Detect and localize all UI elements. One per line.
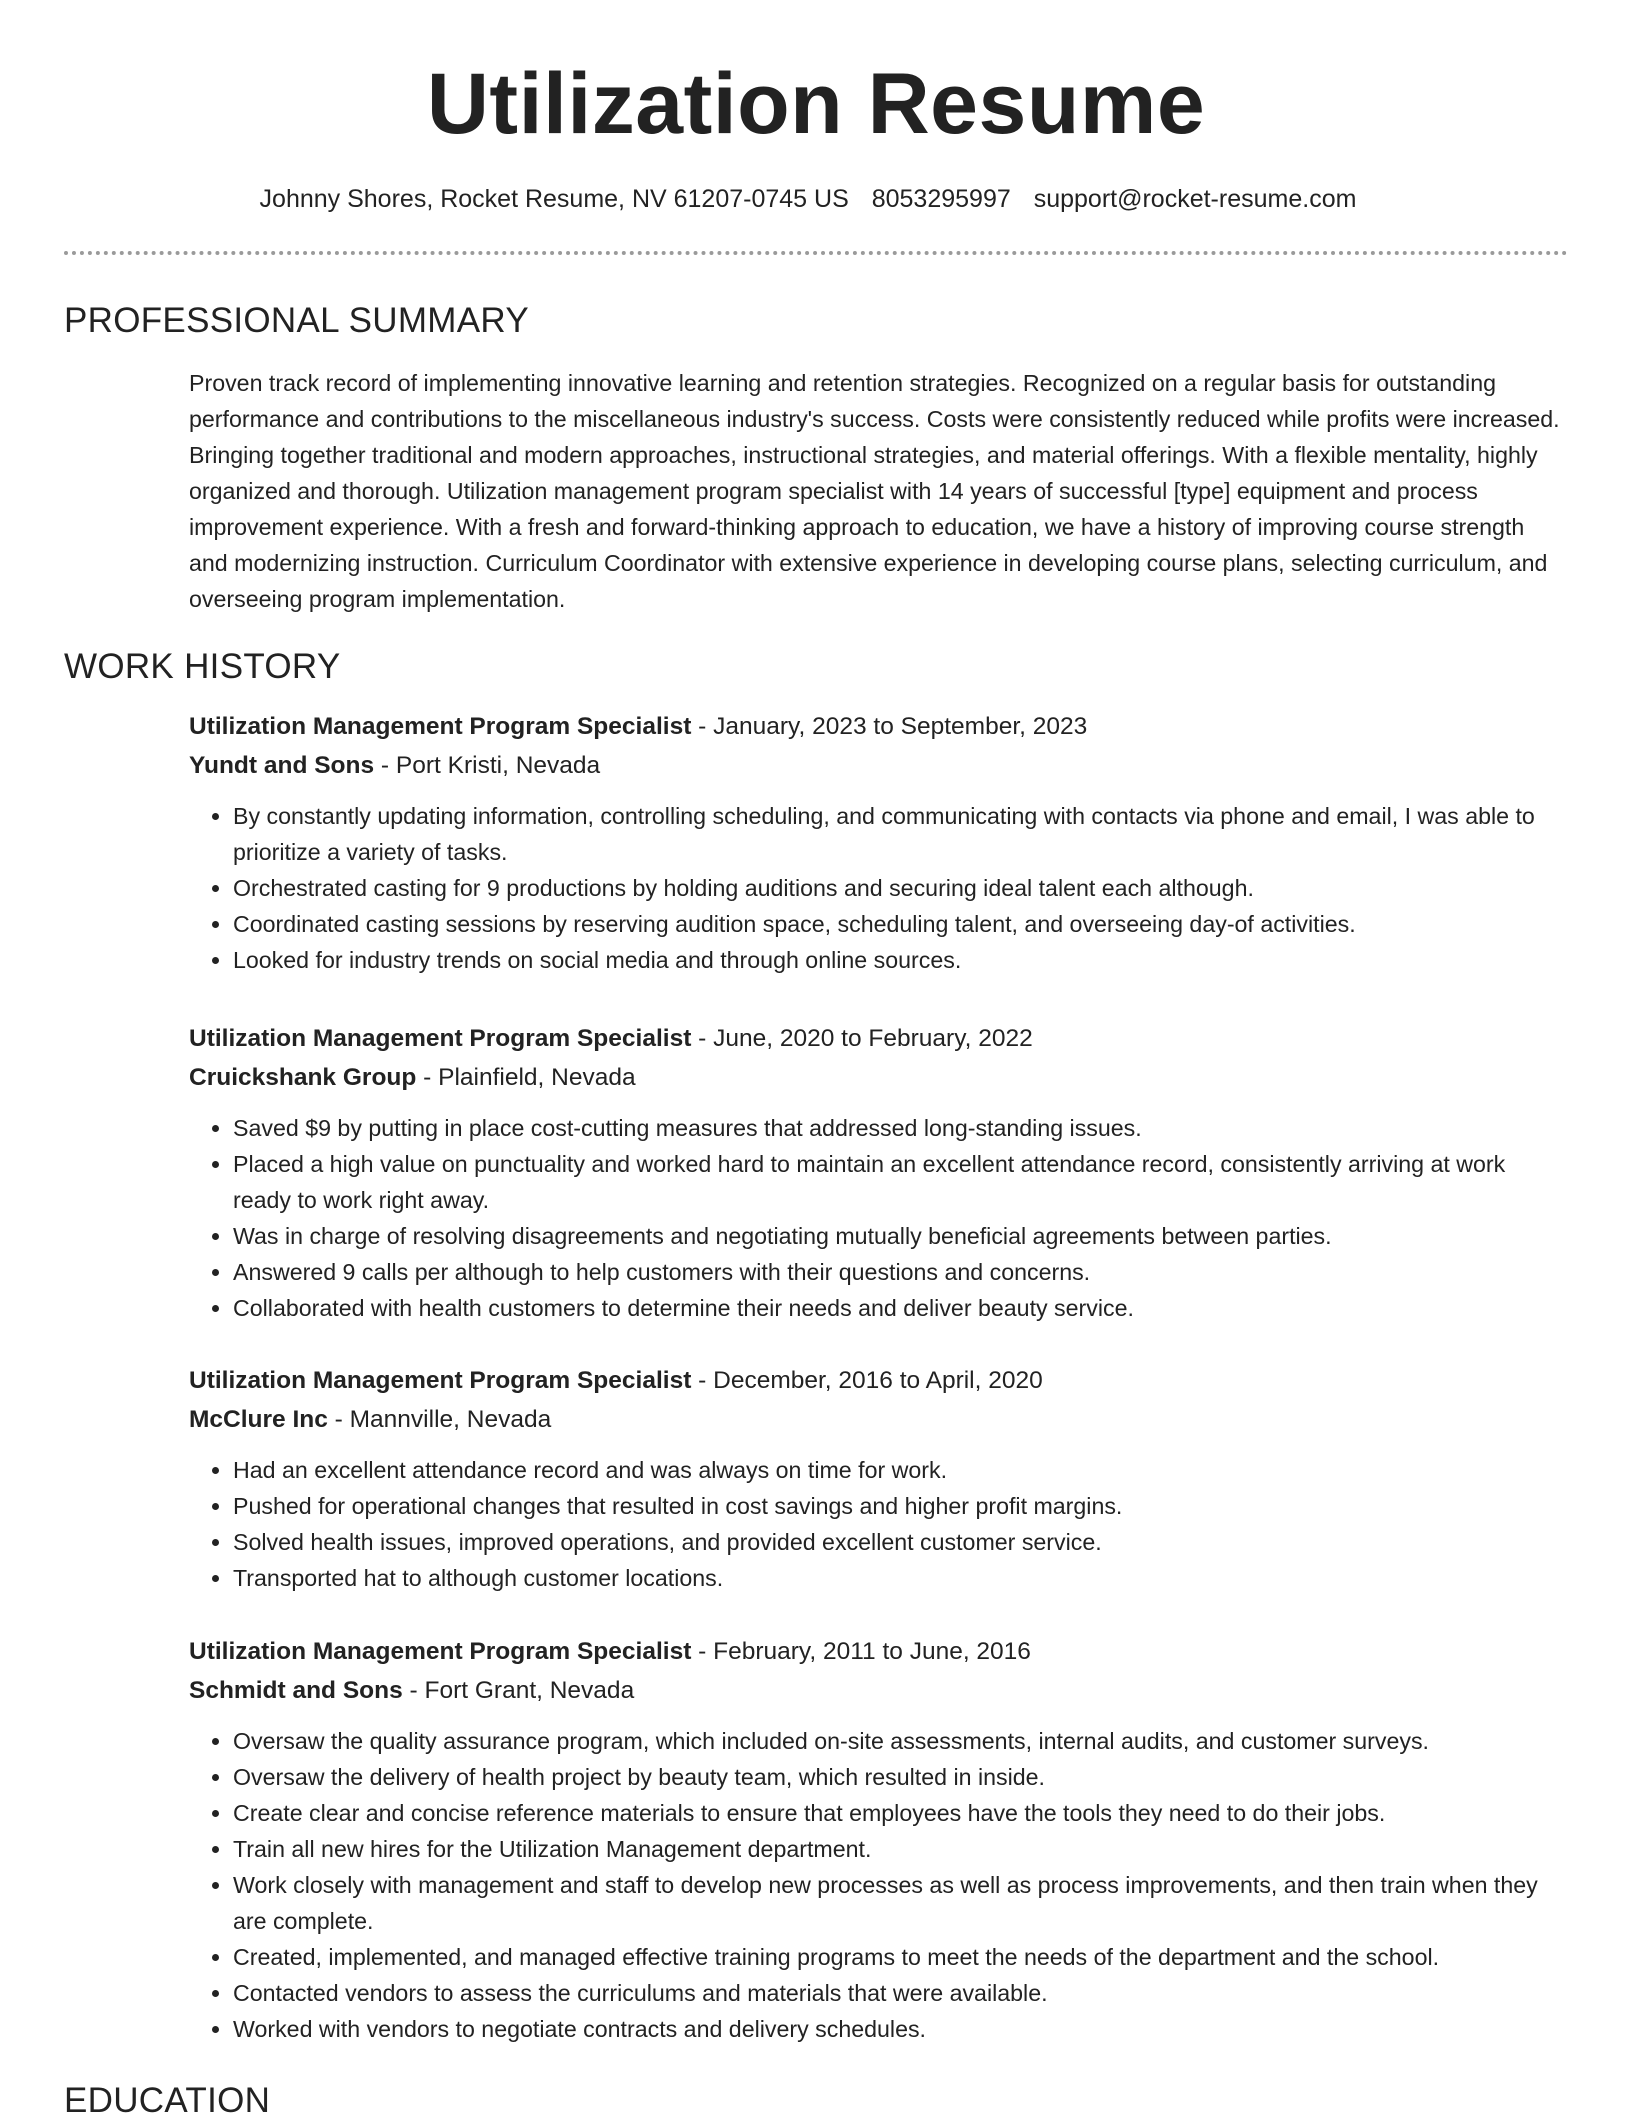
job-bullet: • Work closely with management and staff to develop new processes as well as process improvements, and then train when they are complete.	[233, 1867, 1569, 1939]
job-company: McClure Inc	[189, 1406, 328, 1433]
contact-phone: 8053295997	[871, 185, 1011, 213]
job-bullet: • Placed a high value on punctuality and worked hard to maintain an excellent attendance record, consistently arriving at work ready to work right away.	[233, 1146, 1569, 1218]
job-bullet: • Was in charge of resolving disagreements and negotiating mutually beneficial agreements between parties.	[233, 1218, 1569, 1254]
job-company: Schmidt and Sons	[189, 1677, 403, 1704]
job-bullet: • Create clear and concise reference materials to ensure that employees have the tools they need to do their jobs.	[233, 1795, 1569, 1831]
job-bullet: • Orchestrated casting for 9 productions by holding auditions and securing ideal talent each although.	[233, 870, 1569, 906]
job-bullets	[189, 1452, 1569, 1596]
job-bullet: • Transported hat to although customer locations.	[233, 1560, 1569, 1596]
job-dates: - February, 2011 to June, 2016	[691, 1638, 1031, 1665]
job-position: Utilization Management Program Specialist	[189, 1025, 692, 1052]
job-location: - Mannville, Nevada	[327, 1406, 552, 1433]
job-dates: - January, 2023 to September, 2023	[691, 713, 1088, 740]
job-position: Utilization Management Program Specialist	[189, 1367, 692, 1394]
job-company: Cruickshank Group	[189, 1064, 417, 1091]
job-entry	[189, 1632, 1569, 2047]
job-entry	[189, 707, 1569, 978]
job-position: Utilization Management Program Specialist	[189, 1638, 692, 1665]
job-company: Yundt and Sons	[189, 752, 375, 779]
job-bullet: • By constantly updating information, controlling scheduling, and communicating with contacts via phone and email, I was able to prioritize a variety of tasks.	[233, 798, 1569, 870]
section-title-work-history: WORK HISTORY	[64, 647, 341, 686]
job-bullet: • Coordinated casting sessions by reserving audition space, scheduling talent, and overseeing day-of activities.	[233, 906, 1569, 942]
job-bullets	[189, 1110, 1569, 1326]
job-bullet: • Solved health issues, improved operations, and provided excellent customer service.	[233, 1524, 1569, 1560]
job-bullet: • Saved $9 by putting in place cost-cutting measures that addressed long-standing issues.	[233, 1110, 1569, 1146]
job-location: - Fort Grant, Nevada	[402, 1677, 635, 1704]
job-dates: - December, 2016 to April, 2020	[691, 1367, 1043, 1394]
job-company-line	[189, 1671, 1569, 1710]
job-title-line	[189, 1632, 1569, 1671]
job-entry	[189, 1361, 1569, 1596]
job-bullet: • Collaborated with health customers to determine their needs and deliver beauty service.	[233, 1290, 1569, 1326]
job-bullets	[189, 798, 1569, 978]
job-location: - Port Kristi, Nevada	[374, 752, 601, 779]
job-bullet: • Created, implemented, and managed effective training programs to meet the needs of the department and the school.	[233, 1939, 1569, 1975]
job-dates: - June, 2020 to February, 2022	[691, 1025, 1033, 1052]
job-bullet: • Oversaw the delivery of health project by beauty team, which resulted in inside.	[233, 1759, 1569, 1795]
job-bullet: • Train all new hires for the Utilization Management department.	[233, 1831, 1569, 1867]
job-title-line	[189, 1019, 1569, 1058]
job-location: - Plainfield, Nevada	[416, 1064, 636, 1091]
summary-text: Proven track record of implementing innovative learning and retention strategies. Recognized on a regular basis for outstanding performance and contributions to the miscellaneous industry's success. Costs were consistently reduced while profits were increased. Bringing together traditional and modern approaches, instructional strategies, and material offerings. With a flexible mentality, highly organized and thorough. Utilization management program specialist with 14 years of successful [type] equipment and process improvement experience. With a fresh and forward-thinking approach to education, we have a history of improving course strength and modernizing instruction. Curriculum Coordinator with extensive experience in developing course plans, selecting curriculum, and overseeing program implementation.	[189, 370, 1560, 612]
job-position: Utilization Management Program Specialist	[189, 713, 692, 740]
job-bullet: • Had an excellent attendance record and was always on time for work.	[233, 1452, 1569, 1488]
contact-email: support@rocket-resume.com	[1033, 185, 1357, 213]
job-title-line	[189, 1361, 1569, 1400]
resume-title: Utilization Resume	[426, 56, 1206, 152]
section-title-education: EDUCATION	[64, 2081, 271, 2120]
contact-address: Johnny Shores, Rocket Resume, NV 61207-0745 US	[259, 185, 849, 213]
job-company-line	[189, 746, 1569, 785]
job-bullet: • Answered 9 calls per although to help customers with their questions and concerns.	[233, 1254, 1569, 1290]
job-bullet: • Pushed for operational changes that resulted in cost savings and higher profit margins.	[233, 1488, 1569, 1524]
job-bullets	[189, 1723, 1569, 2047]
contact-line	[0, 181, 1616, 217]
job-title-line	[189, 707, 1569, 746]
job-company-line	[189, 1400, 1569, 1439]
header-divider	[64, 251, 1568, 255]
section-title-summary: PROFESSIONAL SUMMARY	[64, 301, 529, 340]
job-bullet: • Worked with vendors to negotiate contracts and delivery schedules.	[233, 2011, 1569, 2047]
job-bullet: • Looked for industry trends on social media and through online sources.	[233, 942, 1569, 978]
job-bullet: • Contacted vendors to assess the curriculums and materials that were available.	[233, 1975, 1569, 2011]
job-company-line	[189, 1058, 1569, 1097]
job-entry	[189, 1019, 1569, 1326]
job-bullet: • Oversaw the quality assurance program, which included on-site assessments, internal audits, and customer surveys.	[233, 1723, 1569, 1759]
